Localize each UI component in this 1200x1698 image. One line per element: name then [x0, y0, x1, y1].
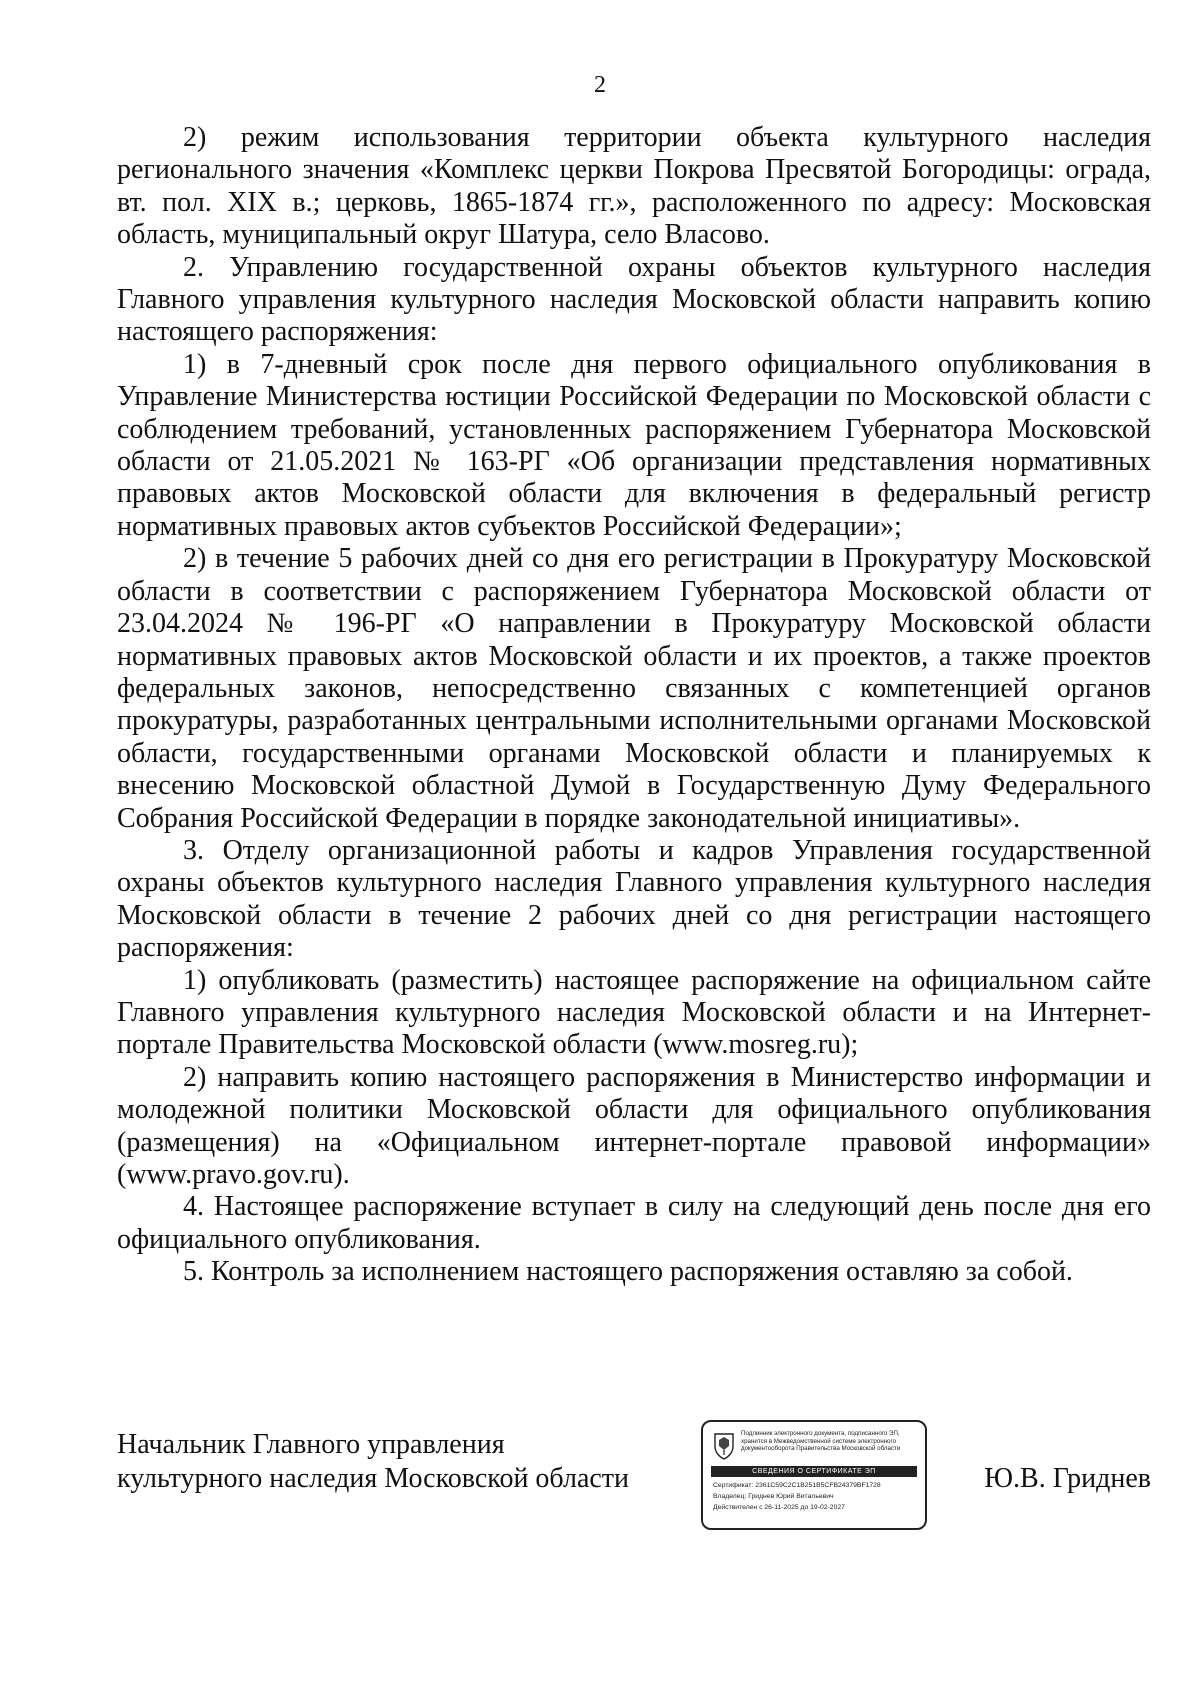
stamp-certificate: Сертификат: 2361C59C2C1B251B5CFB24379BF1728 — [713, 1482, 881, 1489]
stamp-notice: Подлинник электронного документа, подписанного ЭП, хранится в Межведомственной системе электронного документооборота Правительства Московской области — [741, 1430, 901, 1453]
signatory-title — [117, 1428, 629, 1496]
paragraph-clause-3-item-1: 1) опубликовать (разместить) настоящее распоряжение на официальном сайте Главного управления культурного наследия Московской области и на Интернет-портале Правительства Московской области (www.mosreg.ru); — [117, 964, 1151, 1061]
stamp-owner: Владелец: Гриднев Юрий Витальевич — [713, 1493, 834, 1500]
signatory-name: Ю.В. Гриднев — [984, 1463, 1151, 1494]
paragraph-item-2-territory-regime: 2) режим использования территории объекта культурного наследия регионального значения «Комплекс церкви Покрова Пресвятой Богородицы: ограда, вт. пол. XIX в.; церковь, 1865-1874 гг.», расположенного по адресу: Московская область, муниципальный округ Шатура, село Власово. — [117, 122, 1151, 251]
paragraph-clause-3: 3. Отделу организационной работы и кадров Управления государственной охраны объектов культурного наследия Главного управления культурного наследия Московской области в течение 2 рабочих дней со дня регистрации настоящего распоряжения: — [117, 834, 1151, 964]
stamp-header: СВЕДЕНИЯ О СЕРТИФИКАТЕ ЭП — [711, 1466, 917, 1477]
signatory-title-line2: культурного наследия Московской области — [117, 1463, 630, 1494]
paragraph-clause-4: 4. Настоящее распоряжение вступает в силу на следующий день после дня его официального опубликования. — [117, 1191, 1151, 1255]
paragraph-clause-3-item-2: 2) направить копию настоящего распоряжения в Министерство информации и молодежной политики Московской области для официального опубликования (размещения) на «Официальном интернет-портале правовой информации» (www.pravo.gov.ru). — [117, 1061, 1151, 1190]
page-number: 2 — [594, 72, 606, 98]
paragraph-clause-2: 2. Управлению государственной охраны объектов культурного наследия Главного управления культурного наследия Московской области направить копию настоящего распоряжения: — [117, 251, 1151, 348]
signatory-title-line1: Начальник Главного управления — [117, 1429, 505, 1460]
paragraph-clause-2-item-2: 2) в течение 5 рабочих дней со дня его регистрации в Прокуратуру Московской области в соответствии с распоряжением Губернатора Московской области от 23.04.2024 № 196-РГ «О направлении в Прокуратуру Московской области нормативных правовых актов Московской области и их проектов, а также проектов федеральных законов, непосредственно связанных с компетенцией органов прокуратуры, разработанных центральными исполнительными органами Московской области, государственными органами Московской области и планируемых к внесению Московской областной Думой в Государственную Думу Федерального Собрания Российской Федерации в порядке законодательной инициативы». — [117, 543, 1151, 834]
document-body — [117, 122, 1151, 1289]
coat-of-arms-icon — [713, 1432, 735, 1460]
signature-block — [117, 1420, 1151, 1560]
paragraph-clause-5: 5. Контроль за исполнением настоящего распоряжения оставляю за собой. — [183, 1256, 1073, 1288]
paragraph-clause-2-item-1: 1) в 7-дневный срок после дня первого официального опубликования в Управление Министерства юстиции Российской Федерации по Московской области с соблюдением требований, установленных распоряжением Губернатора Московской области от 21.05.2021 № 163-РГ «Об организации представления нормативных правовых актов Московской области для включения в федеральный регистр нормативных правовых актов субъектов Российской Федерации»; — [117, 348, 1151, 542]
stamp-validity: Действителен с 26-11-2025 до 19-02-2027 — [713, 1504, 845, 1511]
electronic-signature-stamp — [701, 1420, 927, 1530]
